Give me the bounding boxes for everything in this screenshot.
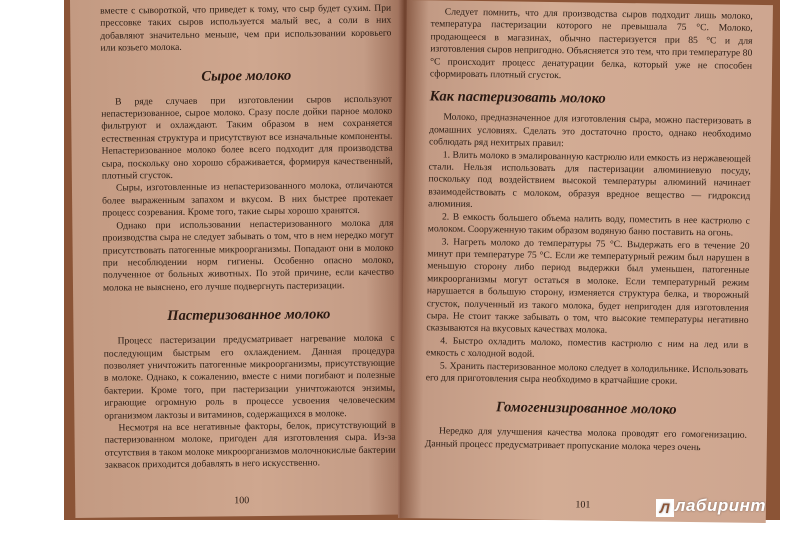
step-5: 5. Хранить пастеризованное молоко следует в холодильнике. Использовать его для приготовления сыра необходимо в кратчайшие сроки. bbox=[425, 360, 748, 387]
step-4: 4. Быстро охладить молоко, поместив кастрюлю с ним на лед или в емкость с холодной водой. bbox=[425, 335, 749, 360]
labirint-logo-icon: Л bbox=[656, 499, 674, 517]
left-paragraph-4: Однако при использовании непастеризованного молока для производства сыра не следует забывать о том, что в нем нередко могут присутствовать патогенные микроорганизмы. Попадают они в молоко при несоблюдении норм гигиены. Особенно опасно молоко, полученное от больных животных. По этой причине, если качество молока не выяснено, его лучше подвергнуть пастеризации. bbox=[102, 217, 394, 294]
left-page bbox=[70, 0, 408, 518]
page-number-left: 100 bbox=[234, 495, 250, 507]
left-paragraph-5: Процесс пастеризации предусматривает нагревание молока с последующим быстрым его охлаждением. Данная процедура позволяет уничтожить патогенные микроорганизмы, присутствующие в молоке. Однако, к сожалению, вместе с ними погибают и полезные бактерии. Кроме того, при пастеризации уничтожаются энзимы, играющие огромную роль в процессе усвоения человеческим организмом лактозы и витаминов, содержащихся в молоке. bbox=[103, 332, 396, 422]
step-2: 2. В емкость большего объема налить воду, поместить в нее кастрюлю с молоком. Сооруженную таким образом водяную баню поставить на огонь. bbox=[427, 211, 751, 239]
page-number-right: 101 bbox=[575, 499, 591, 511]
right-paragraph-2: Молоко, предназначенное для изготовления сыра, можно пастеризовать в домашних условиях. Сделать это достаточно просто, однако необходимо соблюдать ряд нехитрых правил: bbox=[428, 111, 752, 150]
left-paragraph-3: Сыры, изготовленные из непастеризованного молока, отличаются более выраженным запахом и вкусом. В них быстрее протекает процесс созревания. Кроме того, такие сыры хорошо хранятся. bbox=[102, 180, 394, 219]
left-paragraph-2: В ряде случаев при изготовлении сыров используют непастеризованное, сырое молоко. Сразу после дойки парное молоко фильтруют и охлаждают. Таким образом в нем сохраняется естественная структура и присутствуют все изначальные компоненты. Непастеризованное молоко более всего подходит для производства сыра, поскольку оно хорошо сбраживается, формируя качественный, плотный сгусток. bbox=[101, 93, 393, 182]
right-paragraph-3: Нередко для улучшения качества молока проводят его гомогенизацию. Данный процесс предусматривает пропускание молока через очень bbox=[424, 425, 748, 453]
section-heading-raw-milk: Сырое молоко bbox=[201, 67, 292, 85]
section-heading-how-to-pasteurize: Как пастеризовать молоко bbox=[429, 88, 606, 108]
section-heading-homogenized-milk: Гомогенизированное молоко bbox=[495, 399, 677, 419]
section-heading-pasteurized-milk: Пастеризованное молоко bbox=[167, 306, 331, 325]
right-paragraph-1: Следует помнить, что для производства сыров подходит лишь молоко, температура пастеризации которого не превышала 75 °С. Молоко, продающееся в магазинах, обычно пастеризуется при 85 °С и для изготовления сыров непригодно. Объясняется это тем, что при температуре 80 °С происходит процесс денатурации белка, который уже не способен сформировать плотный сгусток. bbox=[429, 6, 753, 82]
labirint-watermark bbox=[656, 496, 766, 517]
step-3: 3. Нагреть молоко до температуры 75 °С. Выдержать его в течение 20 минут при температуре 75 °С. Если же температурный режим был нарушен в меньшую сторону либо период выдержки был уменьшен, патогенные микроорганизмы могут остаться в молоке. Если температурный режим нарушается в большую сторону, изменяется структура белка, и творожный сгусток, полученный из такого молока, будет непригоден для изготовления сыра. Не стоит также забывать о том, что высокие температуры негативно сказываются на вкусовых качествах молока. bbox=[426, 236, 750, 337]
step-1: 1. Влить молоко в эмалированную кастрюлю или емкость из нержавеющей стали. Нельзя использовать для пастеризации алюминиевую посуду, поскольку под воздействием высокой температуры алюминий начинает взаимодействовать с молоком, образуя вредное вещество — гидроксид алюминия. bbox=[428, 149, 751, 211]
left-paragraph-1: вместе с сывороткой, что приведет к тому, что сыр будет сухим. При прессовке таких сыров используется малый вес, а соли в них добавляют значительно меньше, чем при использовании коровьего или козьего молока. bbox=[100, 2, 392, 54]
right-page bbox=[400, 0, 773, 523]
watermark-text: лабиринт bbox=[674, 496, 766, 515]
left-paragraph-6: Несмотря на все негативные факторы, белок, присутствующий в пастеризованном молоке, пригоден для изготовления сыра. Из-за отсутствия в таком молоке микроорганизмов молочнокислые бактерии заквасок приходится добавлять в него искусственно. bbox=[104, 419, 396, 471]
